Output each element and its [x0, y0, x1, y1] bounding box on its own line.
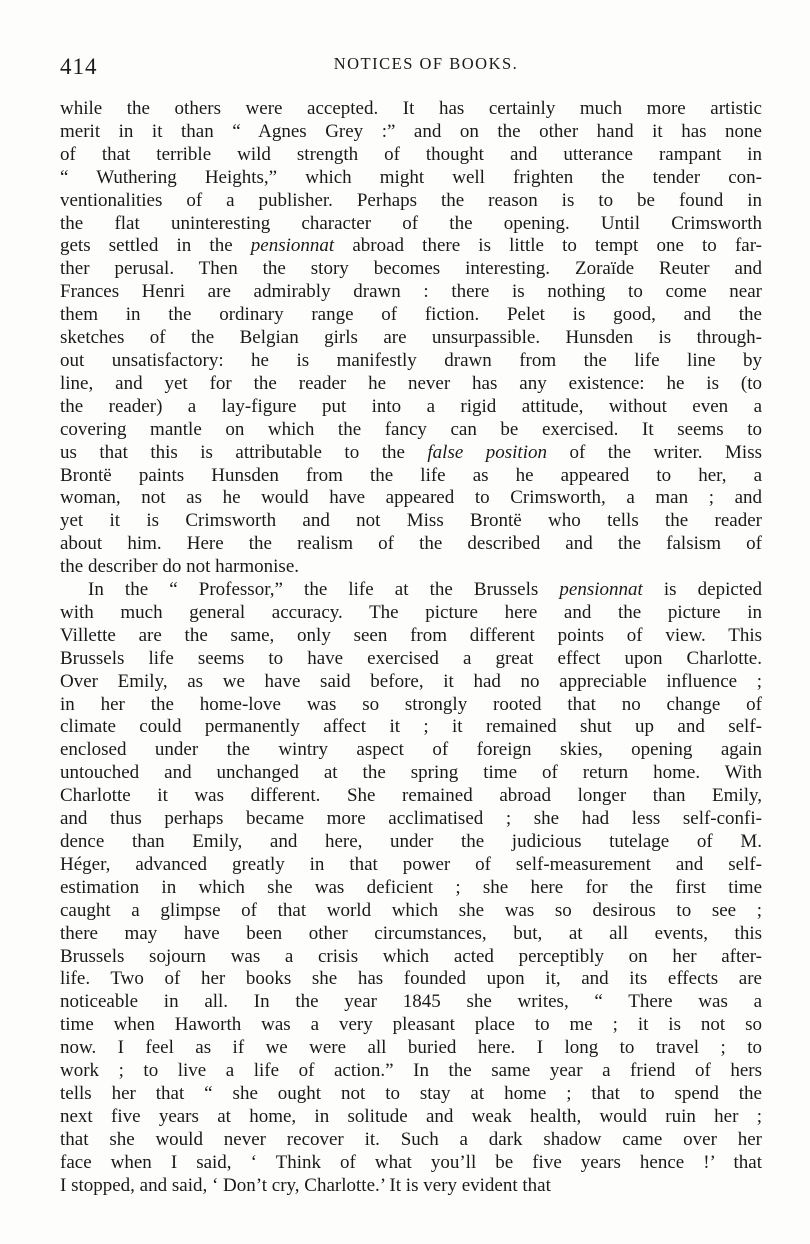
text-line: now. I feel as if we were all buried here. I long to travel ; to: [60, 1037, 762, 1059]
text-line: Frances Henri are admirably drawn : there is nothing to come near: [60, 281, 762, 303]
running-head: [60, 54, 762, 94]
text-line: dence than Emily, and here, under the judicious tutelage of M.: [60, 831, 762, 852]
text-line: enclosed under the wintry aspect of foreign skies, opening again: [60, 739, 762, 761]
text-line: Over Emily, as we have said before, it had no appreciable influence ;: [60, 670, 762, 692]
text-line: I stopped, and said, ‘ Don’t cry, Charlotte.’ It is very evident that: [60, 1174, 551, 1196]
text-line: Héger, advanced greatly in that power of self-measurement and self-: [60, 853, 762, 875]
text-line: the describer do not harmonise.: [60, 556, 300, 578]
text-line: merit in it than “ Agnes Grey :” and on the other hand it has none: [60, 120, 762, 142]
text-line: about him. Here the realism of the described and the falsism of: [60, 533, 762, 555]
text-line: and thus perhaps became more acclimatised ; she had less self-confi-: [60, 808, 762, 830]
text-line: sketches of the Belgian girls are unsurpassible. Hunsden is through-: [60, 327, 762, 349]
body-text: [60, 98, 762, 1198]
text-line: ventionalities of a publisher. Perhaps the reason is to be found in: [60, 189, 762, 211]
text-line: next five years at home, in solitude and weak health, would ruin her ;: [60, 1105, 762, 1127]
italic-phrase: false position: [427, 441, 547, 463]
text-line: caught a glimpse of that world which she was so desirous to see ;: [60, 899, 762, 921]
text-line: them in the ordinary range of fiction. Pelet is good, and the: [60, 304, 762, 326]
text-line: out unsatisfactory: he is manifestly drawn from the life line by: [60, 349, 762, 371]
text-line: yet it is Crimsworth and not Miss Brontë who tells the reader: [60, 510, 762, 532]
text-line: line, and yet for the reader he never has any existence: he is (to: [60, 372, 762, 394]
text-line: with much general accuracy. The picture here and the picture in: [60, 601, 762, 623]
text-line: covering mantle on which the fancy can be exercised. It seems to: [60, 418, 762, 440]
text-line: In the “ Professor,” the life at the Brussels pensionnat is depicted: [88, 579, 763, 601]
text-line: Charlotte it was different. She remained abroad longer than Emily,: [60, 785, 762, 807]
text-line: untouched and unchanged at the spring time of return home. With: [60, 762, 762, 784]
text-line: life. Two of her books she has founded upon it, and its effects are: [60, 968, 762, 990]
text-line: “ Wuthering Heights,” which might well frighten the tender con-: [60, 166, 762, 188]
paragraph: [60, 98, 762, 579]
text-line: there may have been other circumstances, but, at all events, this: [60, 922, 762, 944]
text-line: the flat uninteresting character of the opening. Until Crimsworth: [60, 212, 762, 234]
text-line: while the others were accepted. It has certainly much more artistic: [60, 98, 762, 119]
text-line: Brontë paints Hunsden from the life as he appeared to her, a: [60, 464, 762, 486]
italic-phrase: pensionnat: [559, 579, 643, 601]
paragraph: [60, 579, 762, 1197]
page-number: 414: [60, 54, 98, 79]
running-title: NOTICES OF BOOKS.: [333, 54, 519, 73]
text-line: in her the home-love was so strongly rooted that no change of: [60, 693, 762, 715]
text-line: Brussels life seems to have exercised a great effect upon Charlotte.: [60, 647, 762, 669]
text-line: climate could permanently affect it ; it remained shut up and self-: [60, 716, 762, 738]
text-line: of that terrible wild strength of thought and utterance rampant in: [60, 143, 762, 165]
text-line: woman, not as he would have appeared to Crimsworth, a man ; and: [60, 487, 762, 509]
text-line: time when Haworth was a very pleasant place to me ; it is not so: [60, 1014, 762, 1036]
text-line: us that this is attributable to the false position of the writer. Miss: [60, 441, 762, 463]
text-line: the reader) a lay-figure put into a rigid attitude, without even a: [60, 395, 762, 417]
text-line: that she would never recover it. Such a dark shadow came over her: [60, 1128, 762, 1150]
text-line: Brussels sojourn was a crisis which acted perceptibly on her after-: [60, 945, 762, 967]
text-line: ther perusal. Then the story becomes interesting. Zoraïde Reuter and: [60, 258, 762, 280]
text-line: gets settled in the pensionnat abroad there is little to tempt one to far-: [60, 235, 762, 257]
text-line: Villette are the same, only seen from different points of view. This: [60, 624, 762, 646]
text-line: noticeable in all. In the year 1845 she writes, “ There was a: [60, 991, 762, 1013]
text-line: work ; to live a life of action.” In the same year a friend of hers: [60, 1060, 762, 1082]
text-line: estimation in which she was deficient ; she here for the first time: [60, 876, 762, 898]
text-line: face when I said, ‘ Think of what you’ll be five years hence !’ that: [60, 1151, 762, 1173]
text-line: tells her that “ she ought not to stay at home ; that to spend the: [60, 1082, 762, 1104]
italic-phrase: pensionnat: [250, 235, 335, 257]
